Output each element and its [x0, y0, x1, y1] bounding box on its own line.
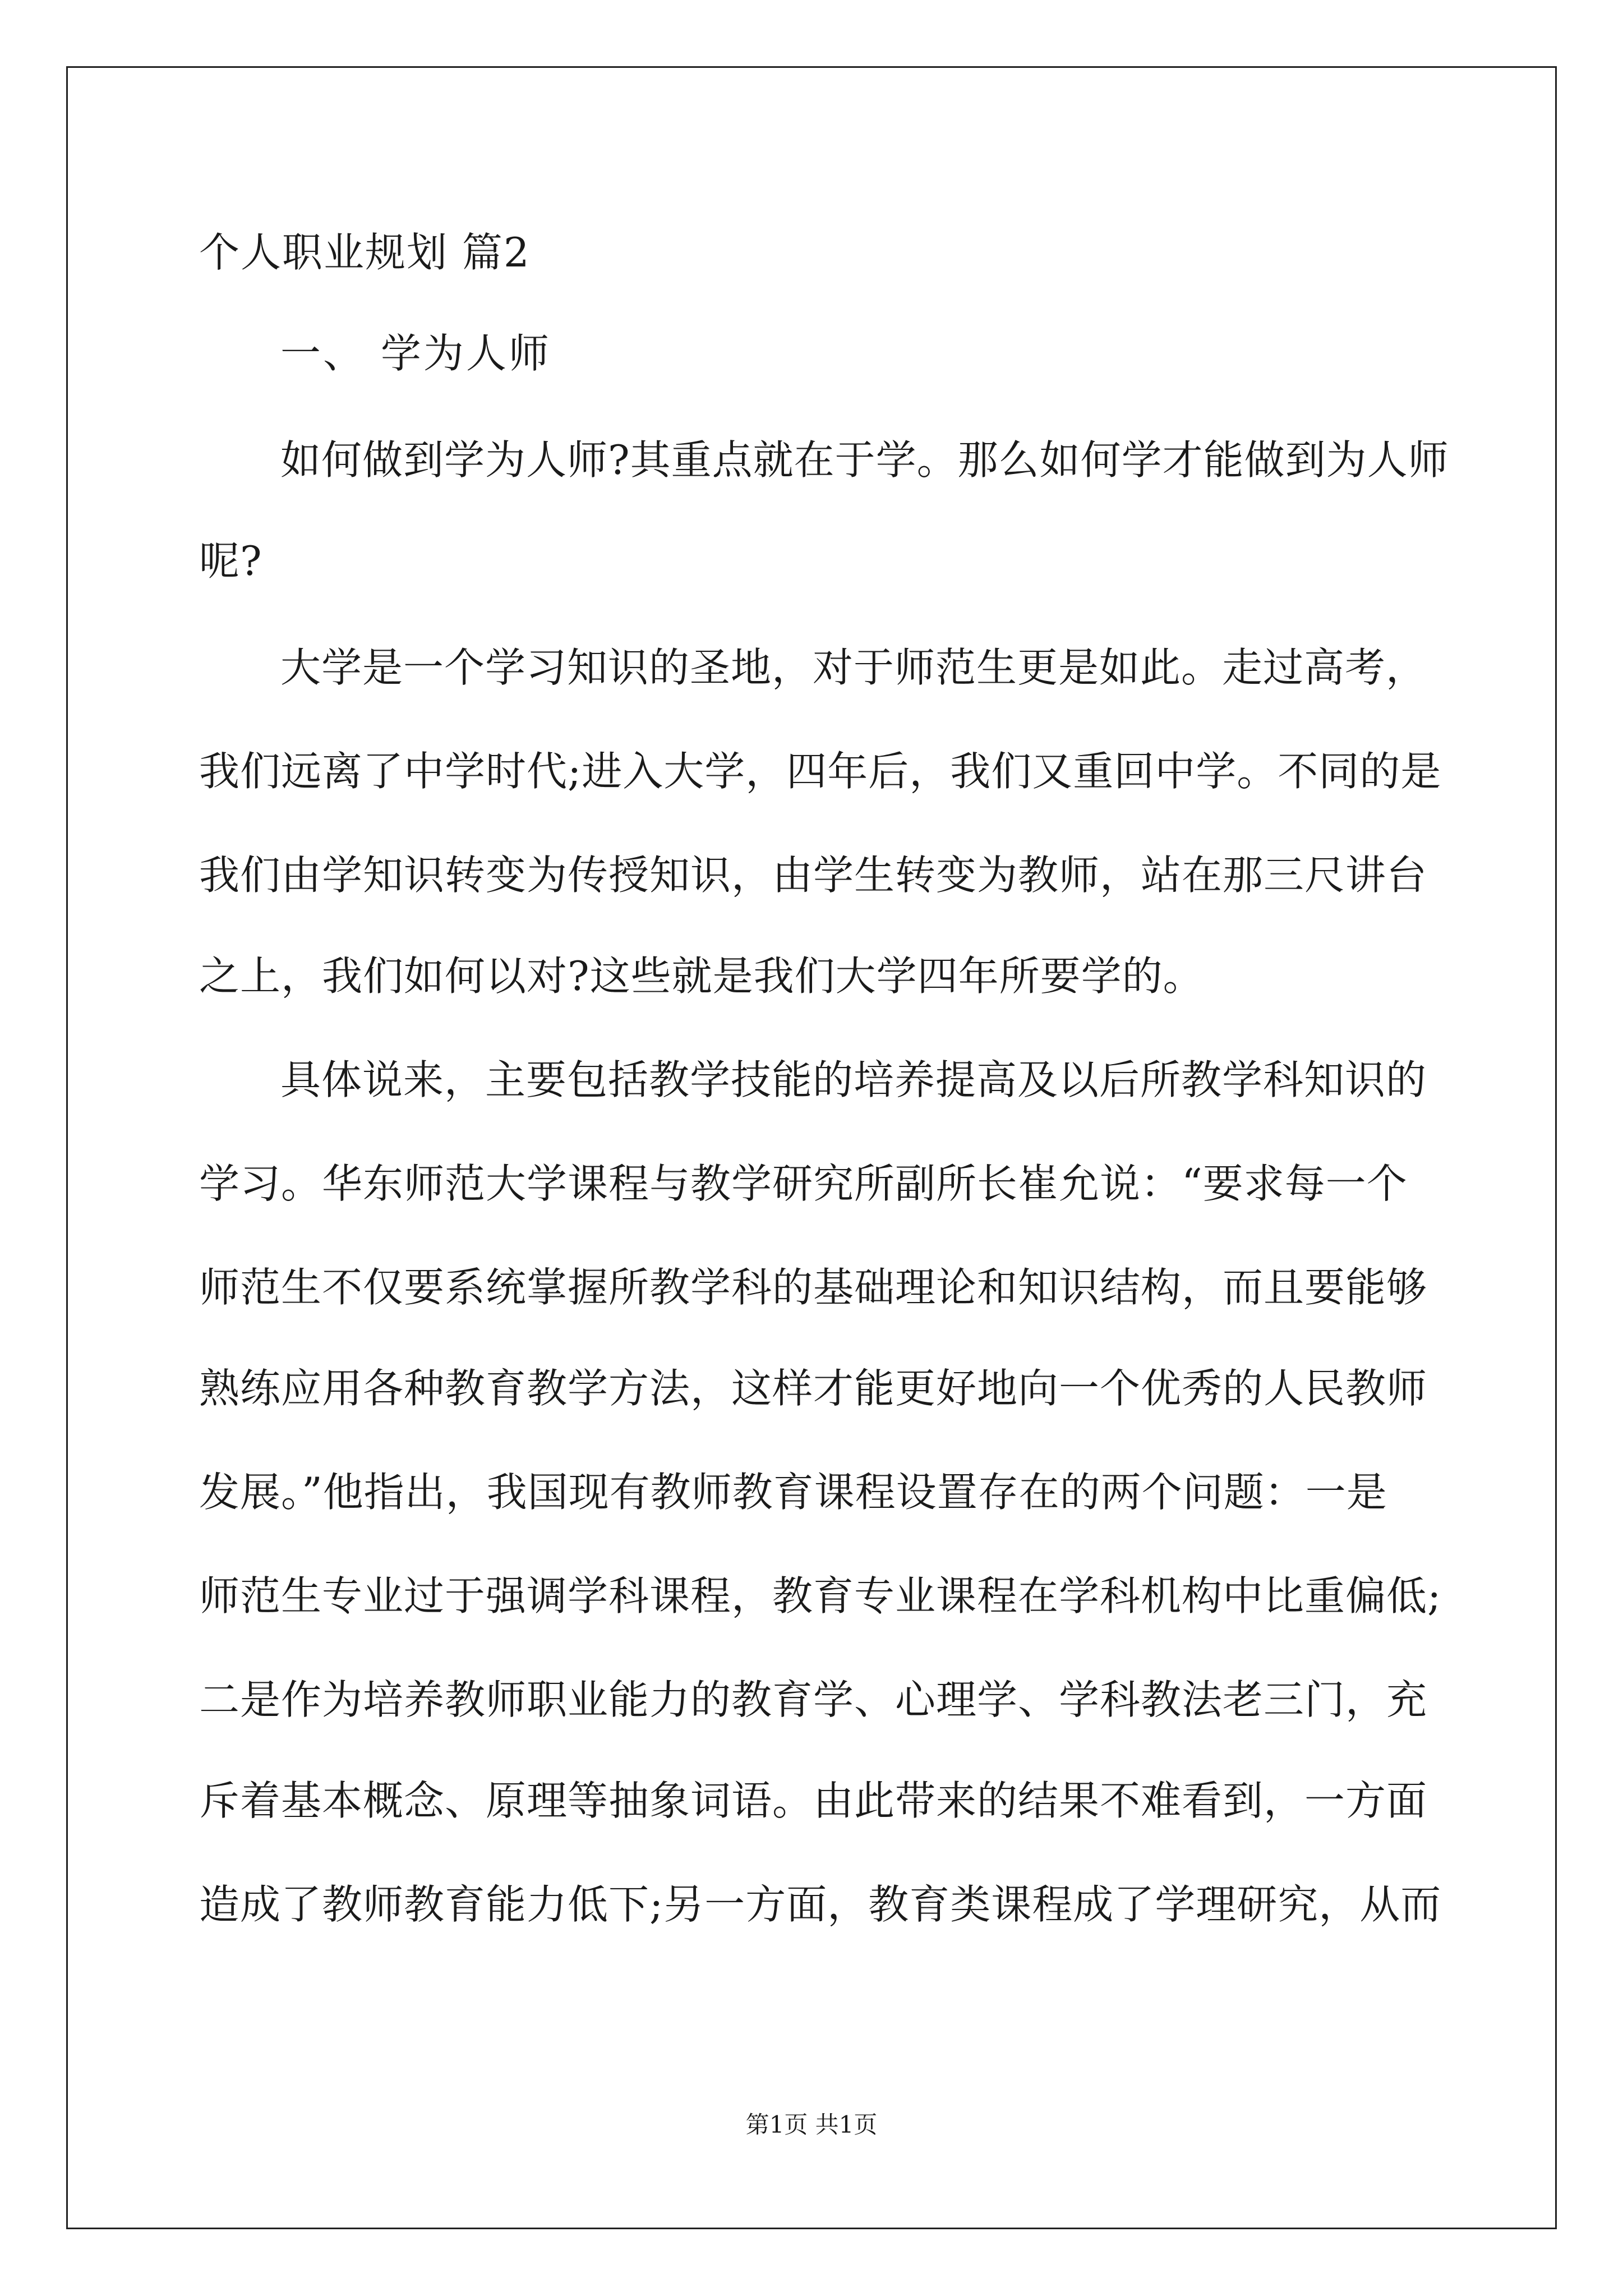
paragraph-line: 之上，我们如何以对?这些就是我们大学四年所要学的。 [199, 953, 1204, 1000]
document-body [199, 222, 1449, 1928]
paragraph-line: 师范生专业过于强调学科课程，教育专业课程在学科机构中比重偏低; [199, 1572, 1442, 1619]
paragraph-line: 造成了教师教育能力低下;另一方面，教育类课程成了学理研究，从而 [199, 1881, 1442, 1928]
page-footer: 第1页 共1页 [745, 2111, 878, 2138]
paragraph-line: 我们由学知识转变为传授知识，由学生转变为教师，站在那三尺讲台 [199, 852, 1428, 899]
paragraph-line: 我们远离了中学时代;进入大学，四年后，我们又重回中学。不同的是 [199, 748, 1442, 795]
paragraph-line: 学习。华东师范大学课程与教学研究所副所长崔允说：“要求每一个 [199, 1160, 1408, 1207]
paragraph-line: 发展。”他指出，我国现有教师教育课程设置存在的两个问题：一是 [199, 1469, 1387, 1516]
paragraph-line: 熟练应用各种教育教学方法，这样才能更好地向一个优秀的人民教师 [199, 1365, 1428, 1412]
section-heading: 一、 学为人师 [280, 330, 551, 377]
paragraph-line: 具体说来，主要包括教学技能的培养提高及以后所教学科知识的 [280, 1056, 1427, 1103]
document-title: 个人职业规划 篇2 [199, 229, 531, 276]
paragraph-line: 斥着基本概念、原理等抽象词语。由此带来的结果不难看到，一方面 [199, 1777, 1428, 1824]
paragraph-line: 呢? [199, 537, 262, 585]
paragraph-line: 二是作为培养教师职业能力的教育学、心理学、学科教法老三门，充 [199, 1676, 1428, 1723]
paragraph-line: 师范生不仅要系统掌握所教学科的基础理论和知识结构，而且要能够 [199, 1264, 1428, 1311]
paragraph-line: 大学是一个学习知识的圣地，对于师范生更是如此。走过高考， [280, 644, 1427, 691]
paragraph-line: 如何做到学为人师?其重点就在于学。那么如何学才能做到为人师 [280, 436, 1449, 484]
